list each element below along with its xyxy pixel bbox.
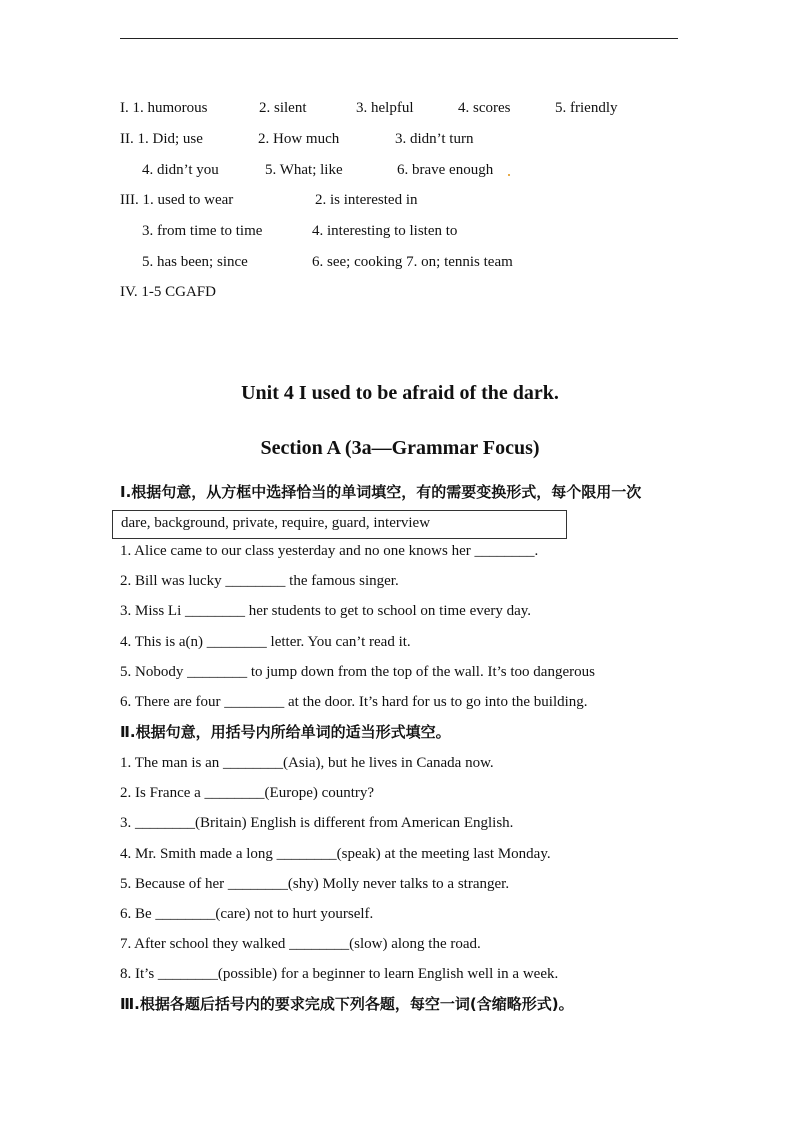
exercise-item: 1. Alice came to our class yesterday and no one knows her ________. [120, 543, 539, 559]
exercise-item: 2. Bill was lucky ________ the famous singer. [120, 573, 399, 589]
word-box-text: dare, background, private, require, guard, interview [121, 515, 431, 531]
answer-item: 4. didn’t you [142, 162, 219, 178]
word-box [112, 510, 567, 539]
answer-item: 5. What; like [265, 162, 343, 178]
answer-item: 5. has been; since [142, 254, 248, 270]
exercise-item: 2. Is France a ________(Europe) country? [120, 785, 375, 801]
section-title: Section A (3a—Grammar Focus) [260, 437, 540, 459]
answer-item: 5. friendly [555, 100, 618, 116]
answer-item: 2. How much [258, 131, 340, 147]
exercise-item: 5. Because of her ________(shy) Molly never talks to a stranger. [120, 876, 510, 892]
answer-item: 6. brave enough [397, 162, 494, 178]
answer-item: 2. is interested in [315, 192, 418, 208]
part3-instruction: Ⅲ.根据各题后括号内的要求完成下列各题，每空一词(含缩略形式)。 [120, 995, 574, 1013]
answer-item: 3. didn’t turn [395, 131, 474, 147]
answer-item: IV. 1-5 CGAFD [120, 284, 216, 300]
answer-item: I. 1. humorous [120, 100, 208, 116]
exercise-item: 5. Nobody ________ to jump down from the top of the wall. It’s too dangerous [120, 664, 595, 680]
exercise-item: 3. Miss Li ________ her students to get to school on time every day. [120, 603, 532, 619]
header-rule [120, 38, 678, 39]
answer-item: III. 1. used to wear [120, 192, 234, 208]
part1-instruction: Ⅰ.根据句意，从方框中选择恰当的单词填空，有的需要变换形式，每个限用一次 [120, 483, 642, 501]
answer-item: 3. helpful [356, 100, 414, 116]
unit-title: Unit 4 I used to be afraid of the dark. [241, 382, 559, 404]
decorative-dot [508, 174, 510, 176]
answer-item: 2. silent [259, 100, 307, 116]
answer-item: 6. see; cooking 7. on; tennis team [312, 254, 513, 270]
exercise-item: 6. There are four ________ at the door. It’s hard for us to go into the building. [120, 694, 588, 710]
exercise-item: 3. ________(Britain) English is different from American English. [120, 815, 514, 831]
exercise-item: 8. It’s ________(possible) for a beginner to learn English well in a week. [120, 966, 559, 982]
answer-item: II. 1. Did; use [120, 131, 203, 147]
answer-item: 4. scores [458, 100, 511, 116]
answer-item: 3. from time to time [142, 223, 263, 239]
part2-instruction: Ⅱ.根据句意，用括号内所给单词的适当形式填空。 [120, 723, 451, 741]
exercise-item: 4. Mr. Smith made a long ________(speak) at the meeting last Monday. [120, 846, 551, 862]
exercise-item: 4. This is a(n) ________ letter. You can’t read it. [120, 634, 411, 650]
exercise-item: 1. The man is an ________(Asia), but he lives in Canada now. [120, 755, 494, 771]
answer-item: 4. interesting to listen to [312, 223, 458, 239]
exercise-item: 7. After school they walked ________(slow) along the road. [120, 936, 481, 952]
exercise-item: 6. Be ________(care) not to hurt yourself. [120, 906, 374, 922]
